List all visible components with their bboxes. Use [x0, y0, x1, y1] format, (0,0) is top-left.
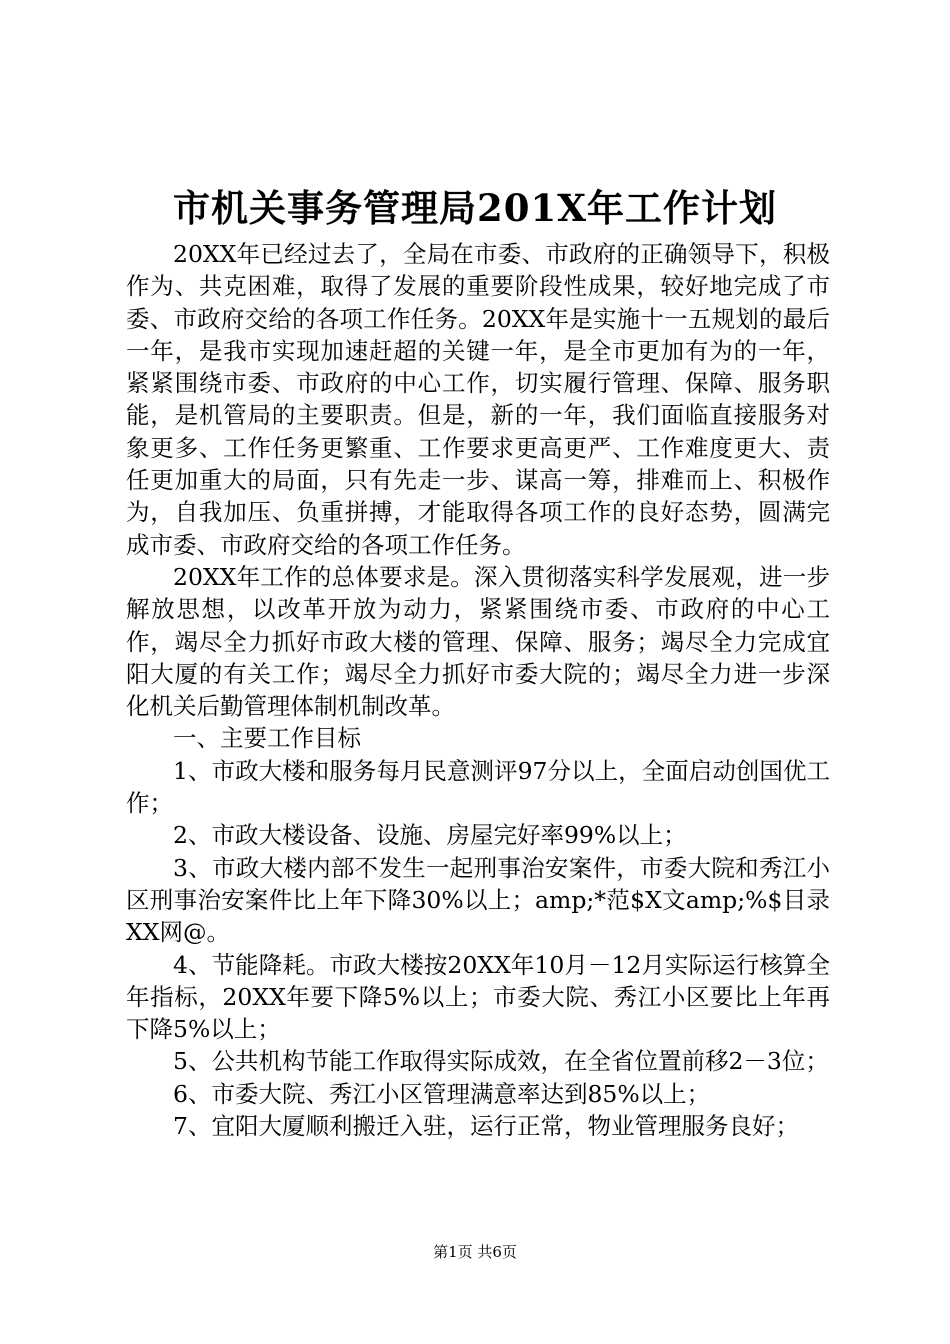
- goal-item-3: 3、市政大楼内部不发生一起刑事治安案件，市委大院和秀江小区刑事治安案件比上年下降30%以上；amp;*范$X文amp;%$目录XX网@。: [126, 853, 830, 947]
- goal-item-5: 5、公共机构节能工作取得实际成效，在全省位置前移2－3位；: [173, 1047, 829, 1076]
- section-heading-main-goals: 一、主要工作目标: [173, 724, 361, 753]
- page-number-footer: 第1页 共6页: [433, 1243, 517, 1261]
- paragraph-overall-requirements: 20XX年工作的总体要求是。深入贯彻落实科学发展观，进一步解放思想，以改革开放为动力，紧紧围绕市委、市政府的中心工作，竭尽全力抓好市政大楼的管理、保障、服务；竭尽全力完成宜阳大厦的有关工作；竭尽全力抓好市委大院的；竭尽全力进一步深化机关后勤管理体制机制改革。: [126, 562, 830, 721]
- goal-item-2: 2、市政大楼设备、设施、房屋完好率99%以上；: [173, 821, 687, 850]
- goal-item-7: 7、宜阳大厦顺利搬迁入驻，运行正常，物业管理服务良好；: [173, 1112, 799, 1141]
- document-title: 市机关事务管理局201X年工作计划: [173, 186, 777, 230]
- paragraph-intro: 20XX年已经过去了，全局在市委、市政府的正确领导下，积极作为、共克困难，取得了发展的重要阶段性成果，较好地完成了市委、市政府交给的各项工作任务。20XX年是实施十一五规划的最后一年，是我市实现加速赶超的关键一年，是全市更加有为的一年，紧紧围绕市委、市政府的中心工作，切实履行管理、保障、服务职能，是机管局的主要职责。但是，新的一年，我们面临直接服务对象更多、工作任务更繁重、工作要求更高更严、工作难度更大、责任更加重大的局面，只有先走一步、谋高一筹，排难而上、积极作为，自我加压、负重拼搏，才能取得各项工作的良好态势，圆满完成市委、市政府交给的各项工作任务。: [126, 240, 830, 559]
- goal-item-1: 1、市政大楼和服务每月民意测评97分以上，全面启动创国优工作；: [126, 756, 830, 818]
- goal-item-6: 6、市委大院、秀江小区管理满意率达到85%以上；: [173, 1079, 711, 1108]
- goal-item-4: 4、节能降耗。市政大楼按20XX年10月－12月实际运行核算全年指标，20XX年要下降5%以上；市委大院、秀江小区要比上年再下降5%以上；: [126, 950, 830, 1044]
- document-body: [126, 238, 830, 1142]
